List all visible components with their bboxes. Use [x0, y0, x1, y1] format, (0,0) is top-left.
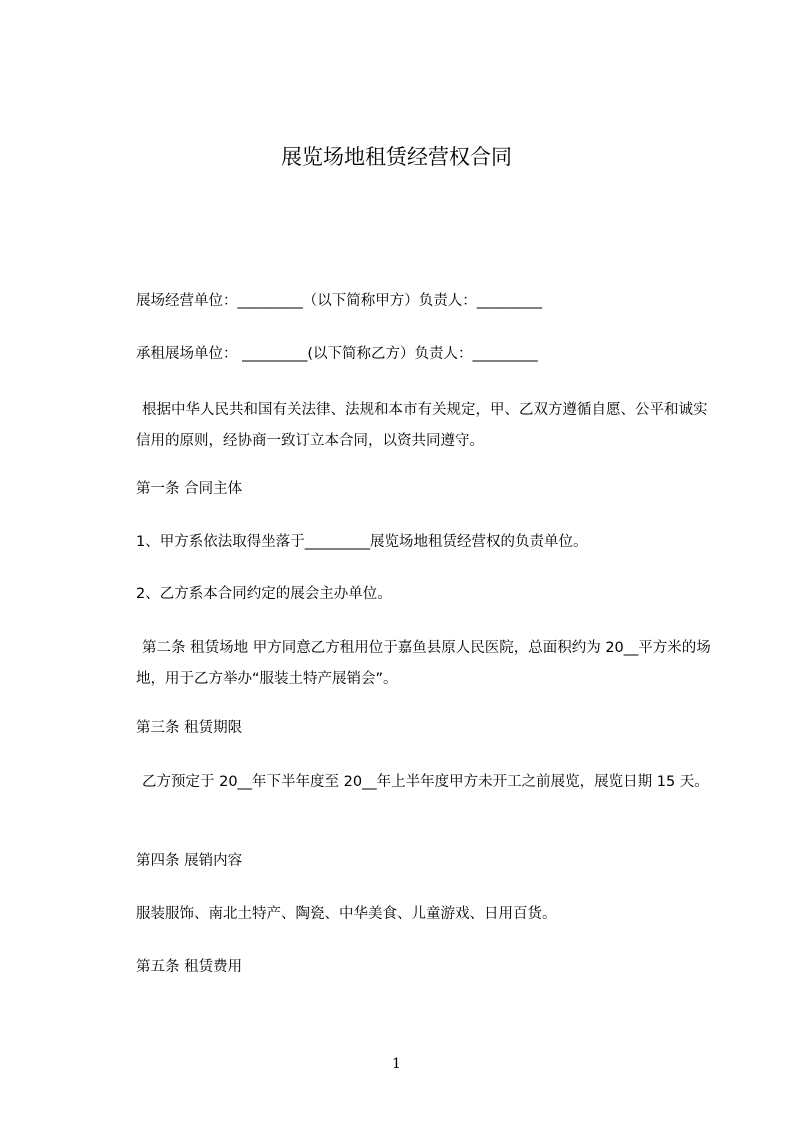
article-2-paragraph: 第二条 租赁场地 甲方同意乙方租用位于嘉鱼县原人民医院，总面积约为 20__平方米的场地，用于乙方举办“服装土特产展销会”。 — [136, 640, 711, 687]
article-5-heading: 第五条 租赁费用 — [136, 959, 243, 975]
party-a-line: 展场经营单位：_________（以下简称甲方）负责人：_________ — [136, 293, 542, 309]
party-b-line: 承租展场单位： _________(以下简称乙方）负责人：_________ — [136, 346, 538, 362]
article-1-heading: 第一条 合同主体 — [136, 481, 243, 497]
article-1-item-2: 2、乙方系本合同约定的展会主办单位。 — [136, 586, 392, 602]
document-title: 展览场地租赁经营权合同 — [281, 145, 512, 169]
article-4-heading: 第四条 展销内容 — [136, 853, 243, 869]
article-4-paragraph: 服装服饰、南北土特产、陶瓷、中华美食、儿童游戏、日用百货。 — [136, 906, 557, 922]
article-1-item-1: 1、甲方系依法取得坐落于_________展览场地租赁经营权的负责单位。 — [136, 534, 588, 550]
preamble-paragraph: 根据中华人民共和国有关法律、法规和本市有关规定，甲、乙双方遵循自愿、公平和诚实信用的原则，经协商一致订立本合同，以资共同遵守。 — [136, 402, 708, 449]
article-3-heading: 第三条 租赁期限 — [136, 720, 243, 736]
page-number: 1 — [392, 1056, 401, 1072]
article-3-paragraph: 乙方预定于 20__年下半年度至 20__年上半年度甲方未开工之前展览，展览日期 15 天。 — [142, 774, 709, 790]
